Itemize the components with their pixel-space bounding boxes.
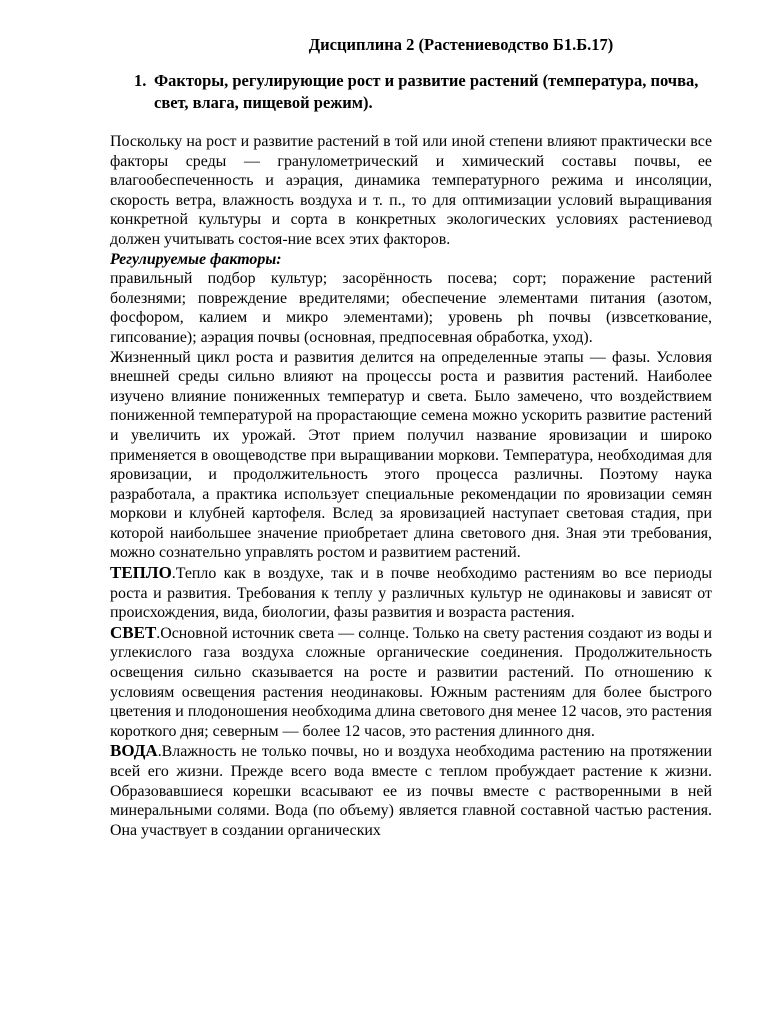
regulated-factors-paragraph: правильный подбор культур; засорённость посева; сорт; поражение растений болезнями; повреждение вредителями; обеспечение элементами питания (азотом, фосфором, калием и микро элементами); уровень ph почвы (извсеткование, гипсование); аэрация почвы (основная, предпосевная обработка, уход). bbox=[110, 270, 712, 346]
section-number: 1. bbox=[134, 71, 147, 90]
lifecycle-paragraph: Жизненный цикл роста и развития делится на определенные этапы — фазы. Условия внешней среды сильно влияют на процессы роста и развития растений. Наиболее изучено влияние пониженных температур и света. Было замечено, что воздействием пониженной температурой на прорастающие семена можно ускорить развитие растений и увеличить их урожай. Этот прием получил название яровизации и широко применяется в овощеводстве при выращивании моркови. Температура, необходимая для яровизации, и продолжительность этого процесса различны. Поэтому наука разработала, а практика использует специальные рекомендации по яровизации семян моркови и клубней картофеля. Вслед за яровизацией наступает световая стадия, при которой наибольшее значение приобретает длина светового дня. Зная эти требования, можно сознательно управлять ростом и развитием растений. bbox=[110, 348, 712, 562]
light-label: СВЕТ bbox=[110, 622, 157, 642]
water-label: ВОДА bbox=[110, 741, 158, 761]
regulated-factors-heading: Регулируемые факторы: bbox=[110, 250, 282, 268]
intro-paragraph: Поскольку на рост и развитие растений в той или иной степени влияют практически все факторы среды — гранулометрический и химический составы почвы, ее влагообеспеченность и аэрация, динамика температурного режима и инсоляции, скорость ветра, влажность воздуха и т. п., то для оптимизации условий выращивания конкретной культуры и сорта в конкретных экологических условиях растениевод должен учитывать состоя-ние всех этих факторов. bbox=[110, 133, 712, 248]
heat-paragraph bbox=[110, 563, 712, 623]
water-text: .Влажность не только почвы, но и воздуха необходима растению на протяжении всей его жизни. Прежде всего вода вместе с теплом пробуждает растение к жизни. Образовавшиеся корешки всасывают ее из почвы вместе с растворенными в ней минеральными солями. Вода (по объему) является главной составной частью растения. Она участвует в создании органических bbox=[110, 743, 712, 839]
section-heading bbox=[134, 70, 712, 114]
light-text: .Основной источник света — солнце. Только на свету растения создают из воды и углекислого газа воздуха сложные органические соединения. Продолжительность освещения сильно сказывается на росте и развитии растений. По отношению к условиям освещения растения неодинаковы. Южным растениям для более быстрого цветения и плодоношения необходима длина светового дня менее 12 часов, это растения короткого дня; северным — более 12 часов, это растения длинного дня. bbox=[110, 624, 712, 740]
water-paragraph bbox=[110, 741, 712, 840]
section-heading-text: Факторы, регулирующие рост и развитие растений (температура, почва, свет, влага, пищевой режим). bbox=[154, 71, 699, 112]
document-title: Дисциплина 2 (Растениеводство Б1.Б.17) bbox=[308, 35, 614, 54]
light-paragraph bbox=[110, 623, 712, 742]
heat-label: ТЕПЛО bbox=[110, 563, 172, 583]
heat-text: .Тепло как в воздухе, так и в почве необходимо растениям во все периоды роста и развития. Требования к теплу у различных культур не одинаковы и зависят от происхождения, вида, биологии, фазы развития и возраста растения. bbox=[110, 565, 712, 622]
